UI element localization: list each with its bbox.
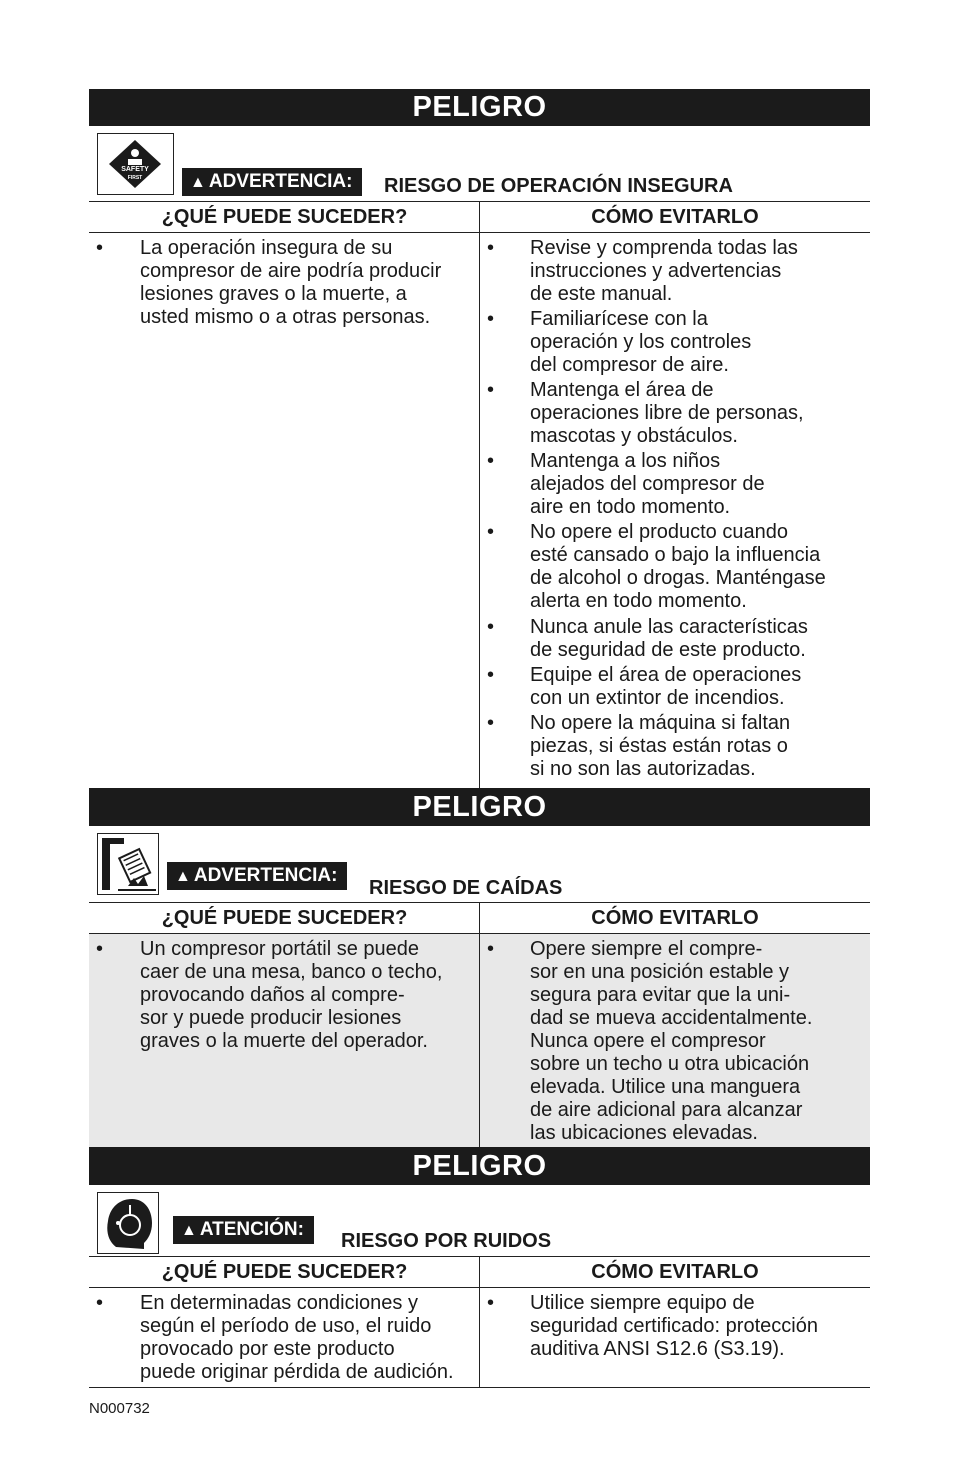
- bullet: •: [487, 1292, 495, 1314]
- bullet: •: [96, 1292, 104, 1314]
- bullet: •: [96, 938, 104, 960]
- safety-icon-text-1: SAFETY: [121, 166, 149, 173]
- falling-object-icon: [97, 833, 159, 895]
- list-item: [487, 237, 867, 307]
- risk-title-2: RIESGO DE CAÍDAS: [369, 877, 563, 899]
- item-text: Utilice siempre equipo de seguridad certificado: protección auditiva ANSI S12.6 (S3.19).: [530, 1292, 818, 1360]
- item-text: Mantenga el área de operaciones libre de personas, mascotas y obstáculos.: [530, 379, 804, 447]
- column-header-left-3: ¿QUÉ PUEDE SUCEDER?: [161, 1261, 408, 1283]
- warning-triangle-icon: ▲: [181, 1222, 197, 1239]
- bullet: •: [487, 450, 495, 472]
- list-item: [96, 938, 476, 1056]
- bullet: •: [487, 308, 495, 330]
- hearing-protection-icon: [97, 1192, 159, 1254]
- warning-label-text: ADVERTENCIA:: [193, 865, 338, 886]
- column-header-right-1: CÓMO EVITARLO: [591, 206, 759, 228]
- list-item: [487, 1292, 867, 1362]
- bullet: •: [487, 664, 495, 686]
- item-text: No opere el producto cuando esté cansado o bajo la influencia de alcohol o drogas. Manténgase alerta en todo momento.: [530, 521, 826, 612]
- safety-icon-text-2: FIRST: [127, 175, 143, 181]
- caution-label-text: ATENCIÓN:: [199, 1219, 304, 1240]
- bullet: •: [487, 379, 495, 401]
- document-code: N000732: [89, 1400, 150, 1417]
- list-item: [487, 938, 867, 1146]
- warning-label-2: [167, 862, 347, 890]
- bullet: •: [487, 938, 495, 960]
- bullet: •: [487, 616, 495, 638]
- warning-label-1: [182, 168, 362, 196]
- warning-triangle-icon: ▲: [190, 174, 206, 191]
- bullet: •: [487, 712, 495, 734]
- column-header-left-2: ¿QUÉ PUEDE SUCEDER?: [161, 907, 408, 929]
- item-text: Mantenga a los niños alejados del compresor de aire en todo momento.: [530, 450, 765, 518]
- risk-title-1: RIESGO DE OPERACIÓN INSEGURA: [384, 175, 733, 197]
- column-header-right-2: CÓMO EVITARLO: [591, 907, 759, 929]
- risk-title-3: RIESGO POR RUIDOS: [341, 1230, 552, 1252]
- item-text: Nunca anule las características de seguridad de este producto.: [530, 616, 808, 661]
- column-divider-2: [479, 902, 480, 1147]
- item-text: Opere siempre el compre- sor en una posición estable y segura para evitar que la uni- dad se mueva accidentalmente. Nunca opere el compresor sobre un techo u otra ubicación elevada. Utilice una manguera de aire adicional para alcanzar las ubicaciones elevadas.: [530, 938, 813, 1144]
- item-text: La operación insegura de su compresor de aire podría producir lesiones graves o la muerte, a usted mismo o a otras personas.: [140, 237, 442, 328]
- item-text: Un compresor portátil se puede caer de una mesa, banco o techo, provocando daños al compre- sor y puede producir lesiones graves o la muerte del operador.: [140, 938, 443, 1052]
- warning-label-text: ADVERTENCIA:: [208, 171, 353, 192]
- list-item: [487, 521, 867, 614]
- bullet: •: [487, 237, 495, 259]
- column-header-right-3: CÓMO EVITARLO: [591, 1261, 759, 1283]
- item-text: En determinadas condiciones y según el período de uso, el ruido provocado por este producto puede originar pérdida de audición.: [140, 1292, 454, 1383]
- column-divider-1: [479, 201, 480, 788]
- banner-peligro-3: PELIGRO: [89, 1147, 870, 1185]
- bullet: •: [487, 521, 495, 543]
- list-item: [487, 450, 867, 520]
- safety-first-icon: [97, 133, 174, 195]
- list-item: [487, 712, 867, 782]
- column-divider-3: [479, 1256, 480, 1387]
- list-item: [487, 616, 867, 663]
- item-text: No opere la máquina si faltan piezas, si éstas están rotas o si no son las autorizadas.: [530, 712, 791, 780]
- list-item: [96, 1292, 476, 1387]
- caution-label-3: [173, 1216, 314, 1244]
- list-item: [96, 237, 476, 332]
- item-text: Equipe el área de operaciones con un extintor de incendios.: [530, 664, 802, 709]
- banner-peligro-2: PELIGRO: [89, 788, 870, 826]
- banner-peligro-1: PELIGRO: [89, 89, 870, 126]
- item-text: Revise y comprenda todas las instrucciones y advertencias de este manual.: [530, 237, 798, 305]
- bullet: •: [96, 237, 104, 259]
- column-header-left-1: ¿QUÉ PUEDE SUCEDER?: [161, 206, 408, 228]
- list-item: [487, 664, 867, 711]
- list-item: [487, 308, 867, 378]
- divider: [89, 1387, 870, 1388]
- item-text: Familiarícese con la operación y los controles del compresor de aire.: [530, 308, 752, 376]
- warning-triangle-icon: ▲: [175, 868, 191, 885]
- list-item: [487, 379, 867, 449]
